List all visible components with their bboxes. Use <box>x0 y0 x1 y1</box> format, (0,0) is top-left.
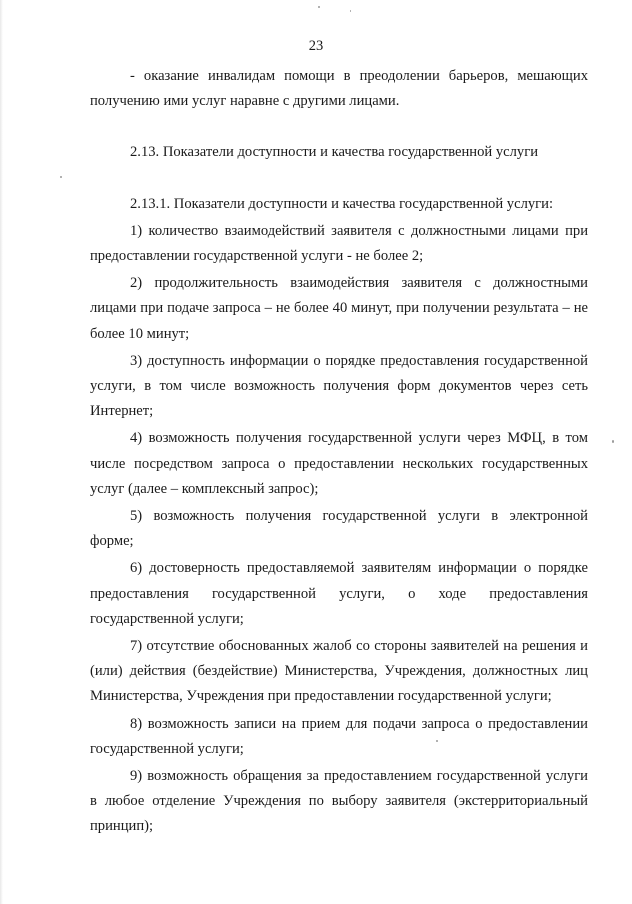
paragraph-2-13-1: 2.13.1. Показатели доступности и качества государственной услуги: <box>130 195 554 212</box>
scan-speck <box>612 440 614 443</box>
section-heading-2-13: 2.13. Показатели доступности и качества государственной услуги <box>130 144 539 161</box>
scan-speck <box>318 6 320 8</box>
list-item-1: 1) количество взаимодействий заявителя с должностными лицами при предоставлении государственной услуги - не более 2; <box>90 222 588 265</box>
list-item-6: 6) достоверность предоставляемой заявителям информации о порядке предоставления государственной услуги, о ходе предоставления государственной услуги; <box>90 560 588 627</box>
scan-speck <box>436 740 438 742</box>
page-number: 23 <box>308 38 324 54</box>
list-item-5: 5) возможность получения государственной услуги в электронной форме; <box>90 508 588 550</box>
scan-speck <box>350 10 351 12</box>
document-body <box>90 64 588 842</box>
scan-edge-shadow <box>0 0 3 904</box>
list-item-8: 8) возможность записи на прием для подачи запроса о предоставлении государственной услуги; <box>90 715 588 757</box>
list-item-7: 7) отсутствие обоснованных жалоб со стороны заявителей на решения и (или) действия (бездействие) Министерства, Учреждения, должностных лиц Министерства, Учреждения при предоставлении государственной услуги; <box>90 638 588 705</box>
spacer <box>90 166 588 192</box>
list-item-4: 4) возможность получения государственной услуги через МФЦ, в том числе посредством запроса о предоставлении нескольких государственных услуг (далее – комплексный запрос); <box>90 430 588 497</box>
spacer <box>90 114 588 140</box>
list-item-9: 9) возможность обращения за предоставлением государственной услуги в любое отделение Учреждения по выбору заявителя (экстерриториальный принцип); <box>90 768 588 835</box>
scan-speck <box>60 176 62 178</box>
list-item-2: 2) продолжительность взаимодействия заявителя с должностными лицами при подаче запроса – не более 40 минут, при получении результата – не более 10 минут; <box>90 275 588 342</box>
list-item-3: 3) доступность информации о порядке предоставления государственной услуги, в том числе возможность получения форм документов через сеть Интернет; <box>90 352 588 420</box>
paragraph-barriers: - оказание инвалидам помощи в преодолении барьеров, мешающих получению ими услуг наравне с другими лицами. <box>90 68 588 110</box>
